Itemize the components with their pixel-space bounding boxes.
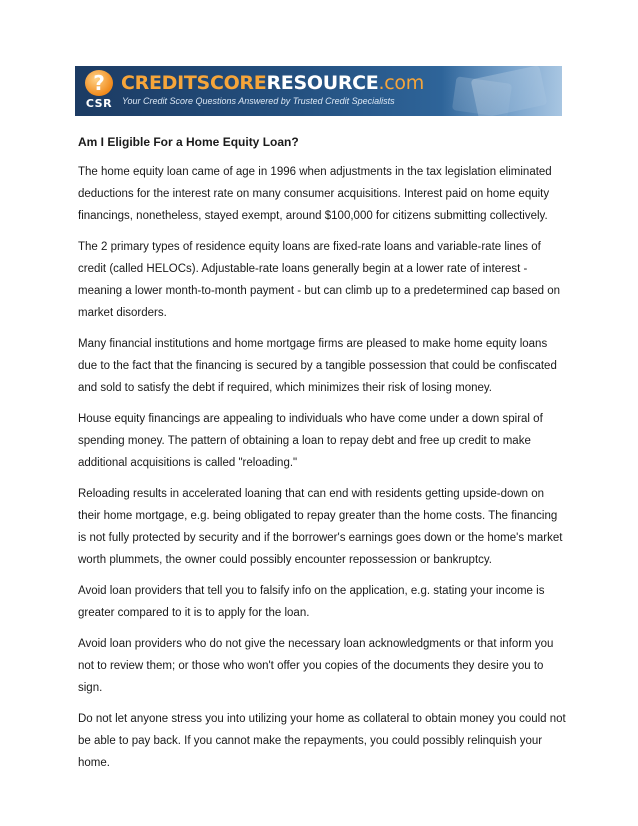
brand-part-domain: .com	[378, 72, 424, 94]
article-paragraph: House equity financings are appealing to individuals who have come under a down spiral of spending money. The pattern of obtaining a loan to repay debt and free up credit to make additional acquisitions is called "reloading."	[78, 413, 543, 469]
article-body	[78, 131, 568, 783]
brand-logotype	[121, 72, 424, 94]
article-paragraph: Avoid loan providers who do not give the necessary loan acknowledgments or that inform you not to review them; or those who won't offer you copies of the documents they desire you to sign.	[78, 638, 554, 694]
article-paragraph: Avoid loan providers that tell you to falsify info on the application, e.g. stating your income is greater compared to it is to apply for the loan.	[78, 585, 545, 619]
logo-initials: CSR	[85, 97, 113, 110]
article-title: Am I Eligible For a Home Equity Loan?	[78, 135, 299, 149]
article-paragraph: Many financial institutions and home mortgage firms are pleased to make home equity loans due to the fact that the financing is secured by a tangible possession that could be confiscated and sold to satisfy the debt if required, which minimizes their risk of losing money.	[78, 338, 557, 394]
question-mark-logo-icon	[81, 70, 117, 112]
brand-part-creditscore: CREDITSCORE	[121, 72, 267, 94]
header-banner	[75, 66, 562, 116]
article-paragraph: The home equity loan came of age in 1996 when adjustments in the tax legislation eliminated deductions for the interest rate on many consumer acquisitions. Interest paid on home equity financings, nonetheless, stayed exempt, around $100,000 for citizens submitting collectively.	[78, 166, 552, 222]
article-paragraph: The 2 primary types of residence equity loans are fixed-rate loans and variable-rate lines of credit (called HELOCs). Adjustable-rate loans generally begin at a lower rate of interest - meaning a lower month-to-month payment - but can climb up to a predetermined cap based on market disorders.	[78, 241, 560, 319]
question-mark-icon: ?	[85, 70, 113, 96]
brand-tagline: Your Credit Score Questions Answered by Trusted Credit Specialists	[122, 96, 395, 106]
article-paragraph: Reloading results in accelerated loaning that can end with residents getting upside-down on their home mortgage, e.g. being obligated to repay greater than the home costs. The financing is not fully protected by security and if the borrower's earnings goes down or the home's market worth plummets, the owner could possibly encounter repossession or bankruptcy.	[78, 488, 563, 566]
brand-part-resource: RESOURCE	[266, 72, 379, 94]
article-paragraph: Do not let anyone stress you into utilizing your home as collateral to obtain money you could not be able to pay back. If you cannot make the repayments, you could possibly relinquish your home.	[78, 713, 566, 769]
